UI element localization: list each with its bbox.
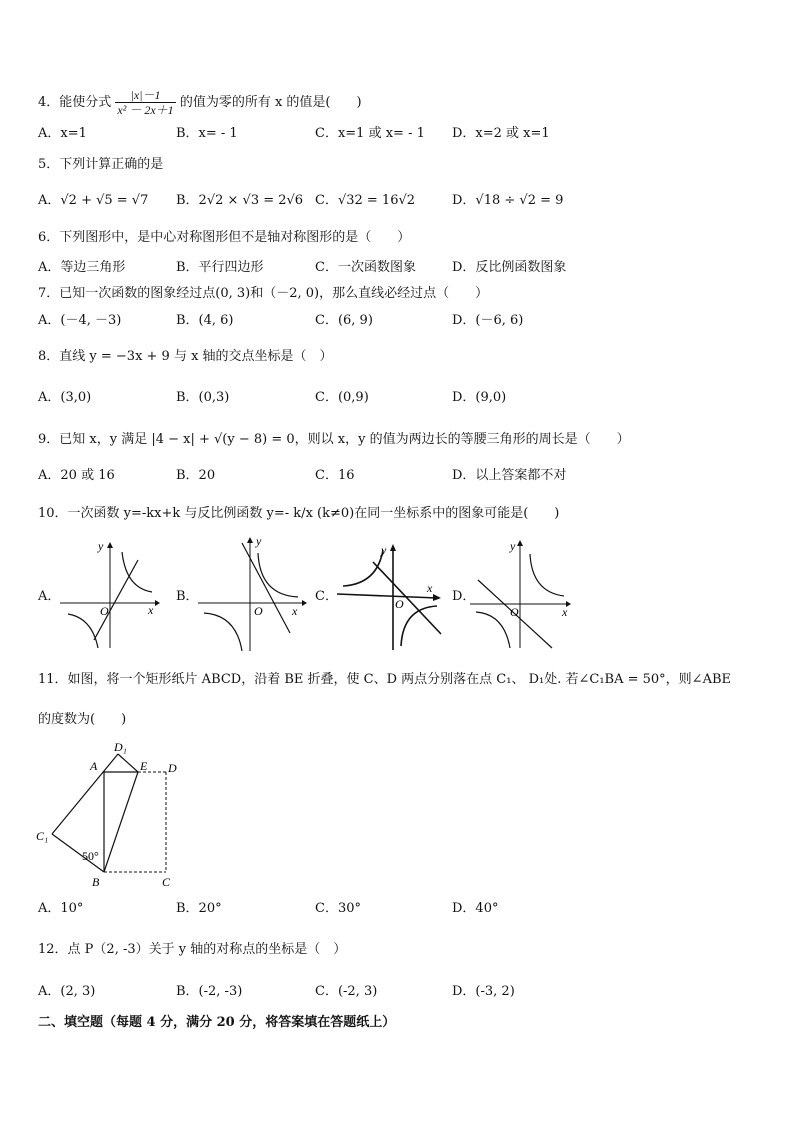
axis-y-label: y: [256, 534, 262, 548]
q9-option-c[interactable]: C．16: [315, 468, 355, 483]
label-d: D: [168, 761, 177, 775]
q10-option-a[interactable]: A．: [38, 589, 61, 604]
q6-option-a[interactable]: A．等边三角形: [38, 260, 126, 275]
axis-x-label: x: [427, 581, 433, 595]
label-angle: 50°: [82, 849, 99, 863]
q5-stem: 5．下列计算正确的是: [38, 157, 164, 172]
q7-stem: 7．已知一次函数的图象经过点(0, 3)和（－2, 0)，那么直线必经过点（ ）: [38, 286, 489, 301]
x-arrow-icon: [155, 600, 160, 606]
linear-line: [242, 543, 290, 633]
origin-label: O: [254, 604, 263, 618]
q7-option-b[interactable]: B．(4, 6): [176, 313, 234, 328]
q10-graph-a: [60, 540, 160, 652]
label-b: B: [92, 875, 100, 889]
q10-graph-b: [198, 535, 308, 653]
q10-option-b[interactable]: B．: [176, 589, 199, 604]
hyperbola-branch: [401, 606, 437, 646]
axis-y-label: y: [98, 539, 104, 553]
label-a: A: [90, 759, 98, 773]
x-arrow-icon: [433, 594, 441, 601]
hyperbola-branch: [122, 552, 152, 592]
q9-option-d[interactable]: D．以上答案都不对: [452, 468, 567, 483]
origin-label: O: [100, 604, 109, 618]
q11-stem: 11．如图，将一个矩形纸片 ABCD，沿着 BE 折叠，使 C、D 两点分别落在点 C₁、 D₁处. 若∠C₁BA = 50°，则∠ABE: [38, 672, 732, 687]
q12-stem: 12．点 P（2, -3）关于 y 轴的对称点的坐标是（ ）: [38, 942, 347, 957]
q8-option-b[interactable]: B．(0,3): [176, 390, 230, 405]
q4-suffix: 的值为零的所有 x 的值是( ): [179, 95, 362, 110]
q11-option-d[interactable]: D．40°: [452, 901, 499, 916]
x-axis: [337, 594, 437, 598]
q6-option-d[interactable]: D．反比例函数图象: [452, 260, 567, 275]
q7-option-a[interactable]: A．(－4, －3): [38, 313, 122, 328]
q9-option-b[interactable]: B．20: [176, 468, 216, 483]
hyperbola-branch: [530, 554, 564, 596]
q9-stem: 9．已知 x，y 满足 |4 − x| + √(y − 8) = 0，则以 x，y 的值为两边长的等腰三角形的周长是（ ）: [38, 432, 630, 447]
q8-stem: 8．直线 y = −3x + 9 与 x 轴的交点坐标是（ ）: [38, 349, 333, 364]
x-arrow-icon: [302, 600, 307, 606]
edge-d1c1: [52, 754, 118, 834]
q11-stem-continued: 的度数为( ): [38, 712, 127, 727]
q12-option-d[interactable]: D．(-3, 2): [452, 984, 515, 999]
q6-option-b[interactable]: B．平行四边形: [176, 260, 264, 275]
q4-stem: [38, 88, 362, 117]
axis-y-label: y: [381, 543, 387, 557]
q4-fraction: [115, 88, 175, 117]
hyperbola-branch: [68, 614, 98, 648]
hyperbola-branch: [476, 612, 510, 648]
section-title: 二、填空题（每题 4 分，满分 20 分，将答案填在答题纸上）: [38, 1015, 396, 1030]
q5-option-c[interactable]: C．√32 = 16√2: [315, 193, 416, 208]
linear-line: [94, 560, 138, 640]
q10-option-c[interactable]: C．: [315, 589, 338, 604]
q12-option-c[interactable]: C．(-2, 3): [315, 984, 378, 999]
q5-option-d[interactable]: D．√18 ÷ √2 = 9: [452, 193, 564, 208]
q6-stem: 6．下列图形中，是中心对称图形但不是轴对称图形的是（ ）: [38, 230, 411, 245]
axis-x-label: x: [562, 605, 568, 619]
edge-d1e: [118, 754, 138, 772]
edge-be: [104, 772, 138, 872]
q9-option-a[interactable]: A．20 或 16: [38, 468, 115, 483]
y-arrow-icon: [390, 544, 396, 551]
q11-option-a[interactable]: A．10°: [38, 901, 84, 916]
q7-option-d[interactable]: D．(－6, 6): [452, 313, 524, 328]
q10-graph-c: [337, 542, 447, 652]
q12-option-a[interactable]: A．(2, 3): [38, 984, 96, 999]
y-arrow-icon: [517, 540, 523, 546]
q4-frac-numerator: |x|－1: [115, 88, 175, 103]
label-e: E: [140, 759, 148, 773]
q10-stem: 10．一次函数 y=-kx+k 与反比例函数 y=- k/x (k≠0)在同一坐标系中的图象可能是( ): [38, 506, 560, 521]
label-d1: D₁: [114, 740, 127, 754]
q10-option-d[interactable]: D．: [452, 589, 476, 604]
q8-option-a[interactable]: A．(3,0): [38, 390, 92, 405]
q4-option-b[interactable]: B．x= - 1: [176, 126, 238, 141]
q12-option-b[interactable]: B．(-2, -3): [176, 984, 243, 999]
label-c1: C₁: [36, 829, 49, 843]
q8-option-d[interactable]: D．(9,0): [452, 390, 507, 405]
axis-x-label: x: [292, 604, 298, 618]
q8-option-c[interactable]: C．(0,9): [315, 390, 369, 405]
origin-label: O: [510, 605, 519, 619]
y-arrow-icon: [107, 542, 113, 548]
q5-option-b[interactable]: B．2√2 × √3 = 2√6: [176, 193, 304, 208]
q4-prefix: 4．能使分式: [38, 95, 112, 110]
q4-option-d[interactable]: D．x=2 或 x=1: [452, 126, 550, 141]
axis-y-label: y: [510, 539, 516, 553]
hyperbola-branch: [204, 613, 242, 651]
y-arrow-icon: [247, 537, 253, 543]
q5-option-a[interactable]: A．√2 + √5 = √7: [38, 193, 149, 208]
hyperbola-branch: [258, 553, 298, 597]
q7-option-c[interactable]: C．(6, 9): [315, 313, 373, 328]
label-c: C: [162, 875, 171, 889]
q11-figure: [30, 738, 190, 890]
hyperbola-branch: [343, 550, 383, 586]
q4-option-c[interactable]: C．x=1 或 x= - 1: [315, 126, 425, 141]
q10-graph-d: [470, 538, 574, 650]
axis-x-label: x: [148, 603, 154, 617]
q4-option-a[interactable]: A．x=1: [38, 126, 87, 141]
q11-option-c[interactable]: C．30°: [315, 901, 361, 916]
origin-label: O: [395, 597, 404, 611]
q11-option-b[interactable]: B．20°: [176, 901, 222, 916]
q6-option-c[interactable]: C．一次函数图象: [315, 260, 416, 275]
q4-frac-denominator: x² － 2x＋1: [117, 103, 174, 117]
